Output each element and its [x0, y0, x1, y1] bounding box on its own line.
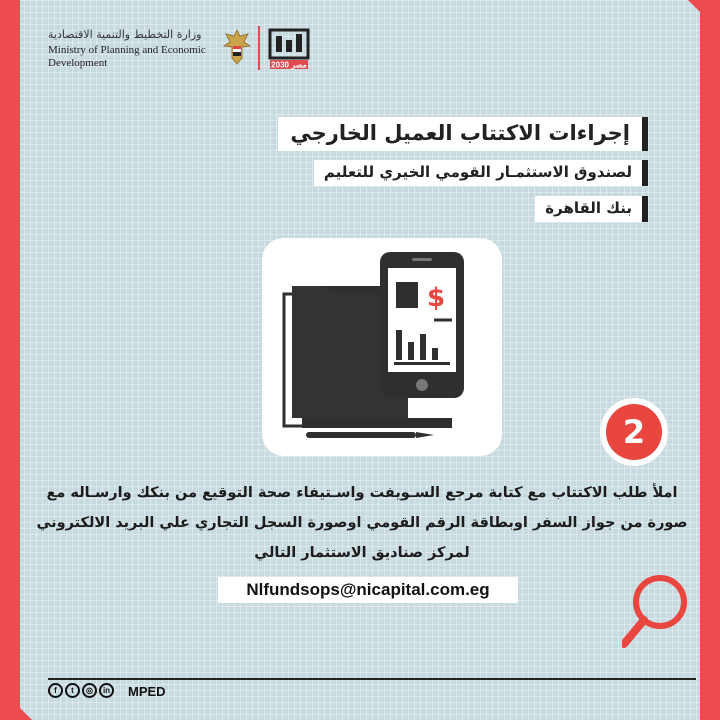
corner-decoration-bottom-left — [0, 688, 32, 720]
ministry-name-arabic: وزارة التخطيط والتنمية الاقتصادية — [48, 28, 202, 41]
document-phone-illustration — [262, 238, 502, 456]
corner-decoration-top-right — [688, 0, 720, 32]
footer-divider — [48, 678, 696, 680]
step-instructions: املأ طلب الاكتتاب مع كتابة مرجع السـويفت واسـتيفاء صحة التوقيع من بنكك وارسـاله مع صورة من جواز السفر اوبطاقة الرقم القومي اوصورة السجل التجاري علي البريد الالكتروني لمركز صناديق الاستثمار التالي — [36, 485, 688, 561]
main-title: إجراءات الاكتتاب العميل الخارجي — [278, 117, 648, 151]
svg-text:$: $ — [426, 283, 446, 313]
bank-name: بنك القاهرة — [535, 196, 648, 222]
magnifier-icon — [622, 572, 702, 664]
facebook-icon[interactable]: f — [48, 683, 63, 698]
email-address[interactable]: Nlfundsops@nicapital.com.eg — [218, 577, 518, 603]
egypt-vision-2030-logo — [266, 26, 312, 72]
footer-handle: MPED — [128, 684, 166, 699]
fund-subtitle: لصندوق الاستثمـار القومي الخيري للتعليم — [314, 160, 648, 186]
instagram-icon[interactable]: ◎ — [82, 683, 97, 698]
linkedin-icon[interactable]: in — [99, 683, 114, 698]
step-number-badge: 2 — [606, 404, 662, 460]
ministry-name-english: Ministry of Planning and Economic Development — [48, 44, 206, 69]
right-accent-bar — [700, 0, 720, 720]
social-icons — [48, 683, 114, 698]
left-accent-bar — [0, 0, 20, 720]
twitter-icon[interactable]: t — [65, 683, 80, 698]
egypt-eagle-emblem-icon — [222, 28, 252, 66]
vision-logo-text: مصر 2030 — [271, 60, 307, 70]
header-divider — [258, 26, 260, 70]
